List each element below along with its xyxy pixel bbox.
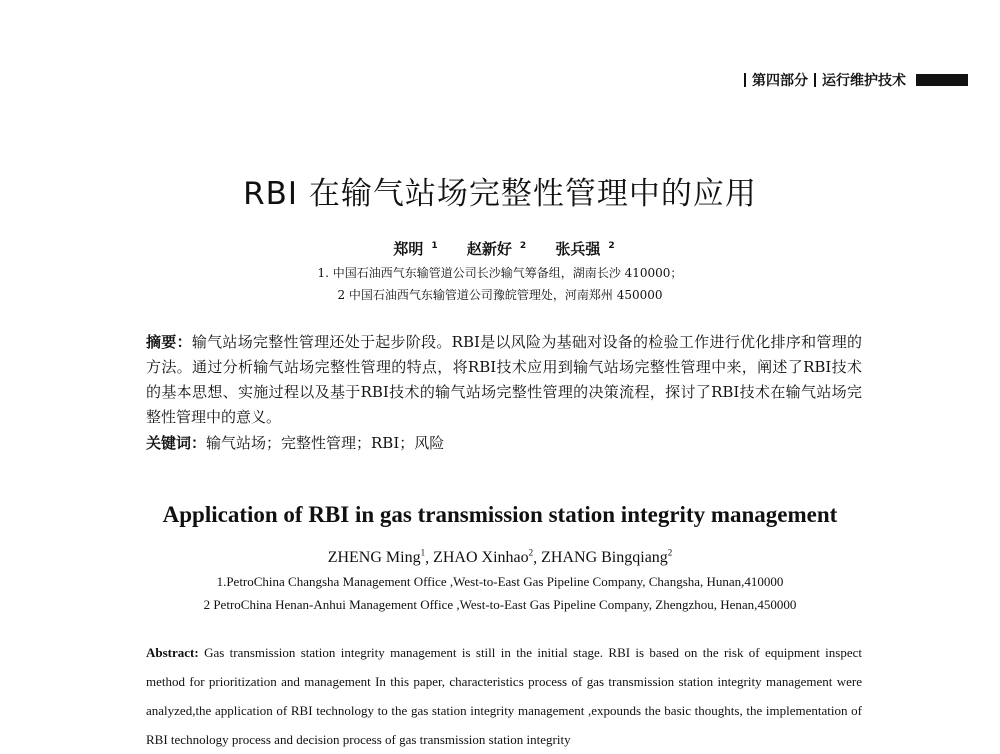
abstract-english (146, 638, 862, 754)
abstract-en-label: Abstract: (146, 645, 199, 660)
affiliation-cn-1: 1. 中国石油西气东输管道公司长沙输气筹备组，湖南长沙 410000； (317, 266, 683, 280)
running-header (744, 70, 968, 90)
header-bar (916, 74, 968, 86)
abstract-chinese (146, 330, 862, 430)
keywords-chinese (146, 432, 444, 453)
affiliation-en-2: 2 PetroChina Henan-Anhui Management Office ,West-to-East Gas Pipeline Company, Zhengzhou, Henan,450000 (203, 597, 797, 612)
author-cn: 郑明 $^1$ (393, 240, 438, 258)
header-divider (744, 73, 746, 87)
author-en: ZHAO Xinhao$^2$ (433, 548, 534, 567)
header-part: 第四部分 (752, 73, 808, 89)
affiliation-en-1: 1.PetroChina Changsha Management Office ,West-to-East Gas Pipeline Company, Changsha, Hunan,410000 (216, 574, 784, 589)
keywords-cn-label: 关键词： (146, 434, 207, 452)
header-divider (814, 73, 816, 87)
authors-english: ZHENG Ming$^1$, ZHAO Xinhao$^2$, ZHANG Bingqiang$^2$ (327, 548, 673, 567)
abstract-cn-text: 输气站场完整性管理还处于起步阶段。RBI是以风险为基础对设备的检验工作进行优化排序和管理的方法。通过分析输气站场完整性管理的特点，将RBI技术应用到输气站场完整性管理中来，阐述了RBI技术的基本思想、实施过程以及基于RBI技术的输气站场完整性管理的决策流程，探讨了RBI技术在输气站场完整性管理中的意义。 (146, 333, 862, 426)
author-cn: 张兵强 $^2$ (555, 240, 615, 258)
affiliation-cn-2: 2 中国石油西气东输管道公司豫皖管理处，河南郑州 450000 (337, 288, 663, 302)
header-section: 运行维护技术 (822, 73, 906, 89)
author-en: ZHANG Bingqiang$^2$ (541, 548, 673, 567)
authors-chinese (0, 238, 1000, 259)
abstract-en-text: Gas transmission station integrity management is still in the initial stage. RBI is based on the risk of equipment inspect method for prioritization and management In this paper, characteristics process of gas transmission station integrity management were analyzed,the application of RBI technology to the gas station integrity management ,expounds the basic thoughts, the implementation of RBI technology process and decision process of gas transmission station integrity (146, 645, 863, 747)
title-chinese: RBI 在输气站场完整性管理中的应用 (243, 176, 757, 212)
abstract-cn-label: 摘要： (146, 333, 192, 351)
title-english: Application of RBI in gas transmission station integrity management (162, 502, 838, 527)
keywords-cn-text: 输气站场；完整性管理；RBI；风险 (206, 434, 445, 452)
author-cn: 赵新好 $^2$ (466, 240, 527, 258)
author-en: ZHENG Ming$^1$ (327, 548, 426, 567)
